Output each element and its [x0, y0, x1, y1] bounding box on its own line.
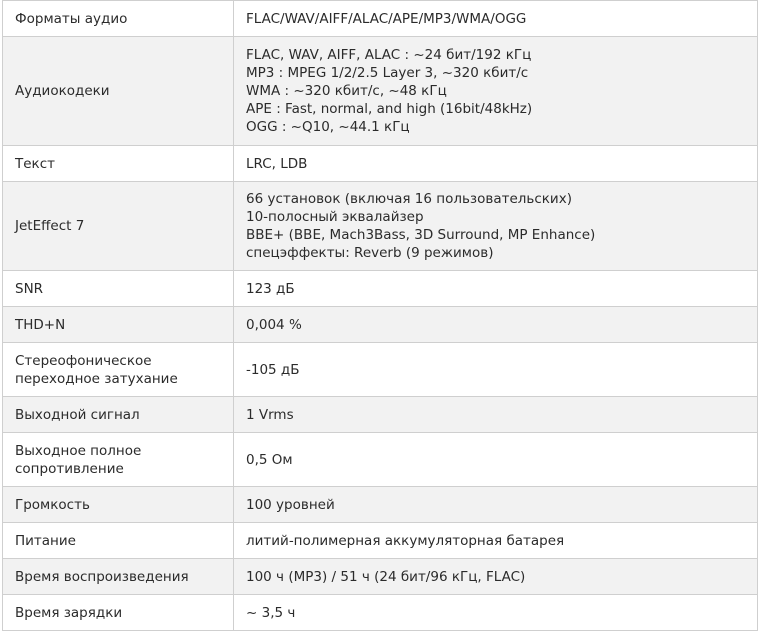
spec-label-text: сопротивление: [15, 460, 124, 477]
spec-label: [3, 307, 234, 343]
table-row: [3, 307, 758, 343]
spec-label: [3, 433, 234, 487]
spec-label-text: переходное затухание: [15, 370, 178, 387]
table-row: [3, 146, 758, 182]
spec-label: [3, 146, 234, 182]
spec-value-line: ~ 3,5 ч: [246, 604, 296, 621]
spec-value-line: 1 Vrms: [246, 406, 294, 423]
table-row: [3, 182, 758, 271]
spec-label-text: Выходное полное: [15, 442, 142, 459]
spec-value-line: -105 дБ: [246, 361, 300, 378]
spec-label-text: Текст: [15, 155, 55, 172]
spec-label-text: Аудиокодеки: [15, 83, 110, 99]
spec-label-text: SNR: [15, 280, 44, 297]
table-row: [3, 433, 758, 487]
spec-label-text: Питание: [15, 532, 76, 549]
spec-label-text: Стереофоническое: [15, 352, 152, 369]
spec-value: [234, 397, 758, 433]
spec-table-body: [3, 1, 758, 631]
spec-label: [3, 271, 234, 307]
spec-value: [234, 182, 758, 271]
spec-value: [234, 146, 758, 182]
spec-label-text: Время зарядки: [15, 604, 123, 621]
spec-label: [3, 559, 234, 595]
spec-value: [234, 487, 758, 523]
spec-label: [3, 343, 234, 397]
table-row: [3, 595, 758, 631]
spec-value-line: WMA : ~320 кбит/с, ~48 кГц: [246, 83, 447, 99]
spec-table: [2, 0, 758, 631]
spec-label: [3, 1, 234, 37]
spec-value-line: FLAC/WAV/AIFF/ALAC/APE/MP3/WMA/OGG: [246, 10, 527, 27]
spec-value-line: спецэффекты: Reverb (9 режимов): [246, 245, 494, 261]
spec-value: [234, 559, 758, 595]
spec-value-line: литий-полимерная аккумуляторная батарея: [246, 532, 565, 549]
spec-value: [234, 1, 758, 37]
spec-value: [234, 343, 758, 397]
table-row: [3, 397, 758, 433]
spec-value: [234, 271, 758, 307]
spec-label: [3, 595, 234, 631]
spec-label: [3, 397, 234, 433]
table-row: [3, 343, 758, 397]
spec-value-line: 0,5 Ом: [246, 451, 293, 468]
table-row: [3, 37, 758, 146]
spec-value: [234, 433, 758, 487]
table-row: [3, 487, 758, 523]
spec-label: [3, 182, 234, 271]
spec-label: [3, 487, 234, 523]
spec-value: [234, 595, 758, 631]
spec-label-text: Форматы аудио: [15, 10, 128, 27]
table-row: [3, 1, 758, 37]
spec-value-line: 100 ч (MP3) / 51 ч (24 бит/96 кГц, FLAC): [246, 568, 526, 585]
spec-label: [3, 37, 234, 146]
table-row: [3, 271, 758, 307]
spec-value: [234, 37, 758, 146]
table-row: [3, 559, 758, 595]
spec-value-line: FLAC, WAV, AIFF, ALAC : ~24 бит/192 кГц: [246, 47, 532, 63]
spec-value-line: 123 дБ: [246, 280, 295, 297]
spec-label-text: THD+N: [15, 316, 66, 333]
spec-value-line: 100 уровней: [246, 496, 335, 513]
spec-label-text: JetEffect 7: [15, 218, 85, 234]
spec-value-line: LRC, LDB: [246, 155, 308, 172]
spec-value-line: 0,004 %: [246, 316, 302, 333]
spec-label: [3, 523, 234, 559]
spec-label-text: Выходной сигнал: [15, 406, 140, 423]
spec-value-line: OGG : ~Q10, ~44.1 кГц: [246, 119, 410, 135]
spec-label-text: Громкость: [15, 496, 90, 513]
spec-value: [234, 307, 758, 343]
spec-value-line: BBE+ (BBE, Mach3Bass, 3D Surround, MP Enhance): [246, 227, 596, 243]
spec-value-line: 66 установок (включая 16 пользовательских): [246, 191, 572, 207]
spec-value-line: 10-полосный эквалайзер: [246, 209, 424, 225]
spec-value-line: APE : Fast, normal, and high (16bit/48kHz): [246, 101, 533, 117]
spec-label-text: Время воспроизведения: [15, 568, 189, 585]
spec-value: [234, 523, 758, 559]
table-row: [3, 523, 758, 559]
spec-value-line: MP3 : MPEG 1/2/2.5 Layer 3, ~320 кбит/с: [246, 65, 529, 81]
